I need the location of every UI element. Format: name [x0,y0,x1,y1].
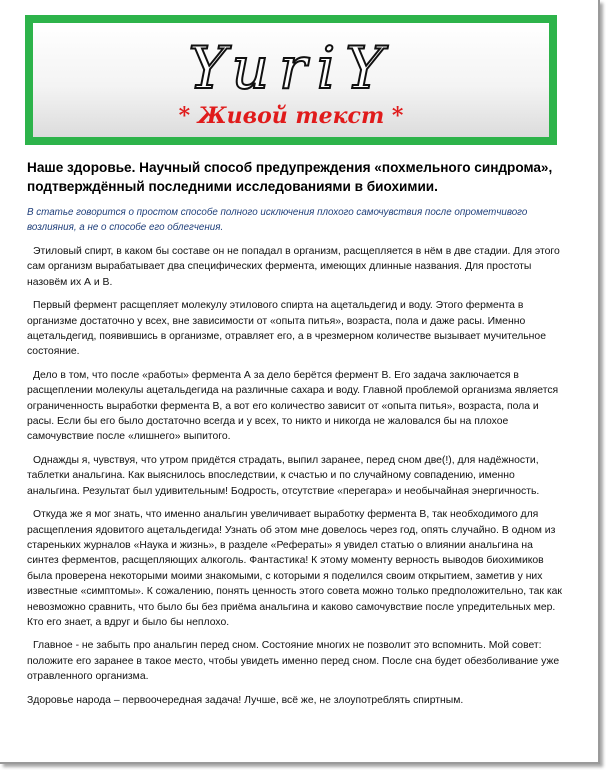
logo: YuriY [188,34,394,102]
paragraph: Этиловый спирт, в каком бы составе он не попадал в организм, расщепляется в нём в две стадии. Для этого сам организм вырабатывает два специфических фермента, имеющих длинные названия. Для простоты назовём их А и В. [27,246,560,288]
header-banner [25,15,557,145]
closing-paragraph: Здоровье народа – первоочередная задача! Лучше, всё же, не злоупотреблять спиртным. [27,694,464,706]
paragraph: Однажды я, чувствуя, что утром придётся страдать, выпил заранее, перед сном две(!), для надёжности, таблетки анальгина. Как выяснилось впоследствии, к счастью и по случайному совпадению, именно анальгина. Результат был удивительным! Бодрость, отсутствие «перегара» и необычайная энергичность. [27,454,540,497]
article [27,158,567,716]
paragraph: Главное - не забыть про анальгин перед сном. Состояние многих не позволит это вспомнить. Мой совет: положите его заранее в такое место, чтобы увидеть именно перед сном. После сна будет обезболивание уже отравленного организма. [27,640,560,683]
article-title: Наше здоровье. Научный способ предупреждения «похмельного синдрома», подтверждённый последними исследованиями в биохимии. [27,160,553,194]
paragraph: Первый фермент расщепляет молекулу этилового спирта на ацетальдегид и воду. Этого фермента в организме достаточно у всех, вне зависимости от «опыта питья», возраста, пола и даже расы. Именно ацетальдегид, появившись в организме, отравляет его, а в чрезмерном количестве вызывает мучительное состояние. [27,300,546,358]
paragraph: Дело в том, что после «работы» фермента А за дело берётся фермент В. Его задача заключается в расщеплении молекулы ацетальдегида на различные сахара и воду. Главной проблемой организма является ограниченность выработки фермента В, а вот его количество зависит от «опыта питья», возраста, пола и расы. Если бы его было достаточно всегда и у всех, то никто и никогда не жаловался бы на плохое самочувствие после «лишнего» выпитого. [27,369,559,443]
article-lead: В статье говорится о простом способе полного исключения плохого самочувствия после опрометчивого возлияния, а не о способе его облегчения. [27,207,528,233]
paragraph: Откуда же я мог знать, что именно анальгин увеличивает выработку фермента В, так необходимого для расщепления ядовитого ацетальдегида! Узнать об этом мне довелось через год, опять случайно. В одном из стареньких журналов «Наука и жизнь», в разделе «Рефераты» я увидел статью о влиянии анальгина на синтез ферментов, расщепляющих алкоголь. Фантастика! К этому моменту верность выводов биохимиков была проверена некоторыми моими знакомыми, с которыми я поделился своим открытием, заметив у них известные «симптомы». К сожалению, понять ценность этого совета можно только предположительно, так как невозможно сравнить, что было бы без приёма анальгина и каково самочувствие после упредительных мер. Кто его знает, а вдруг и было бы неплохо. [27,509,562,628]
tagline: * Живой текст * [178,103,404,129]
